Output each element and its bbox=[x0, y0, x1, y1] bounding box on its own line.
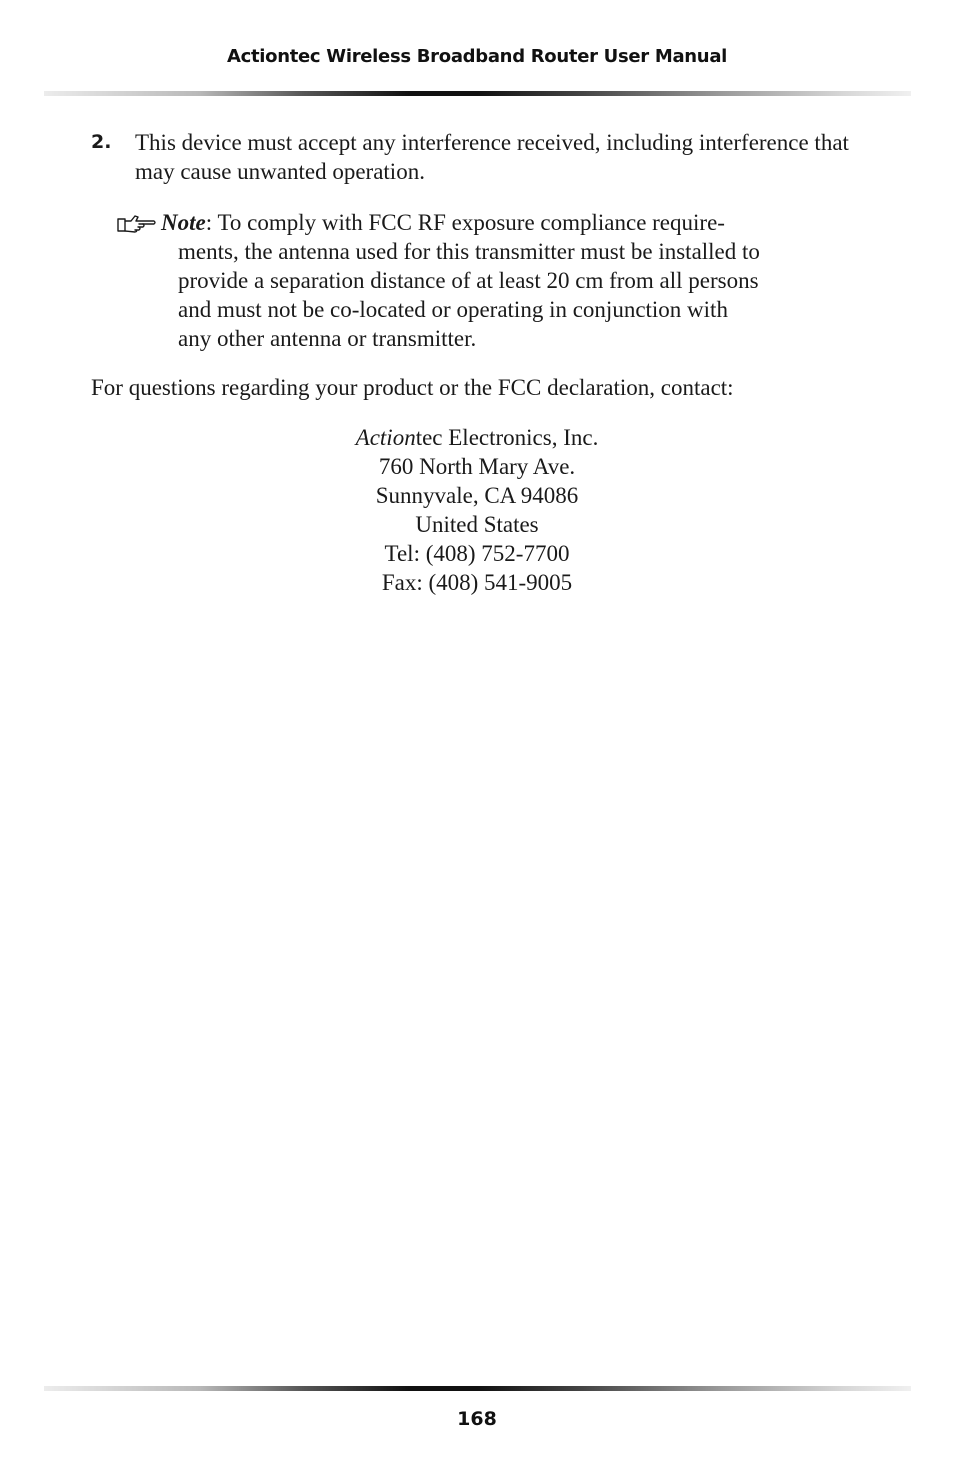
page-number: 168 bbox=[457, 1408, 497, 1430]
note-label: Note bbox=[161, 210, 206, 235]
footer-divider bbox=[44, 1386, 911, 1391]
company-name bbox=[0, 423, 954, 452]
note-text-line: and must not be co-located or operating in conjunction with bbox=[178, 297, 728, 322]
note-text-line: provide a separation distance of at least 20 cm from all persons bbox=[178, 268, 759, 293]
company-name-italic: Action bbox=[355, 425, 416, 450]
pointing-hand-icon bbox=[117, 211, 157, 231]
country: United States bbox=[415, 512, 539, 537]
note-first-line bbox=[117, 208, 797, 237]
telephone: Tel: (408) 752-7700 bbox=[384, 541, 570, 566]
note-text-line: any other antenna or transmitter. bbox=[178, 326, 477, 351]
street-address: 760 North Mary Ave. bbox=[378, 454, 576, 479]
list-item-text-line: This device must accept any interference received, including interference that bbox=[135, 130, 849, 155]
header-divider bbox=[44, 91, 911, 96]
note-text-line: ments, the antenna used for this transmitter must be installed to bbox=[178, 239, 760, 264]
company-name-rest: tec Electronics, Inc. bbox=[415, 425, 599, 450]
note-text: : To comply with FCC RF exposure compliance require- bbox=[205, 210, 725, 235]
note-block bbox=[117, 208, 797, 353]
numbered-list-item bbox=[91, 128, 871, 186]
page-header-title: Actiontec Wireless Broadband Router User Manual bbox=[226, 46, 728, 67]
contact-intro: For questions regarding your product or the FCC declaration, contact: bbox=[91, 375, 734, 400]
list-item-number: 2. bbox=[91, 131, 112, 153]
list-item-text-line: may cause unwanted operation. bbox=[135, 159, 425, 184]
fax: Fax: (408) 541-9005 bbox=[381, 570, 573, 595]
contact-address bbox=[0, 423, 954, 597]
city-state-zip: Sunnyvale, CA 94086 bbox=[375, 483, 579, 508]
